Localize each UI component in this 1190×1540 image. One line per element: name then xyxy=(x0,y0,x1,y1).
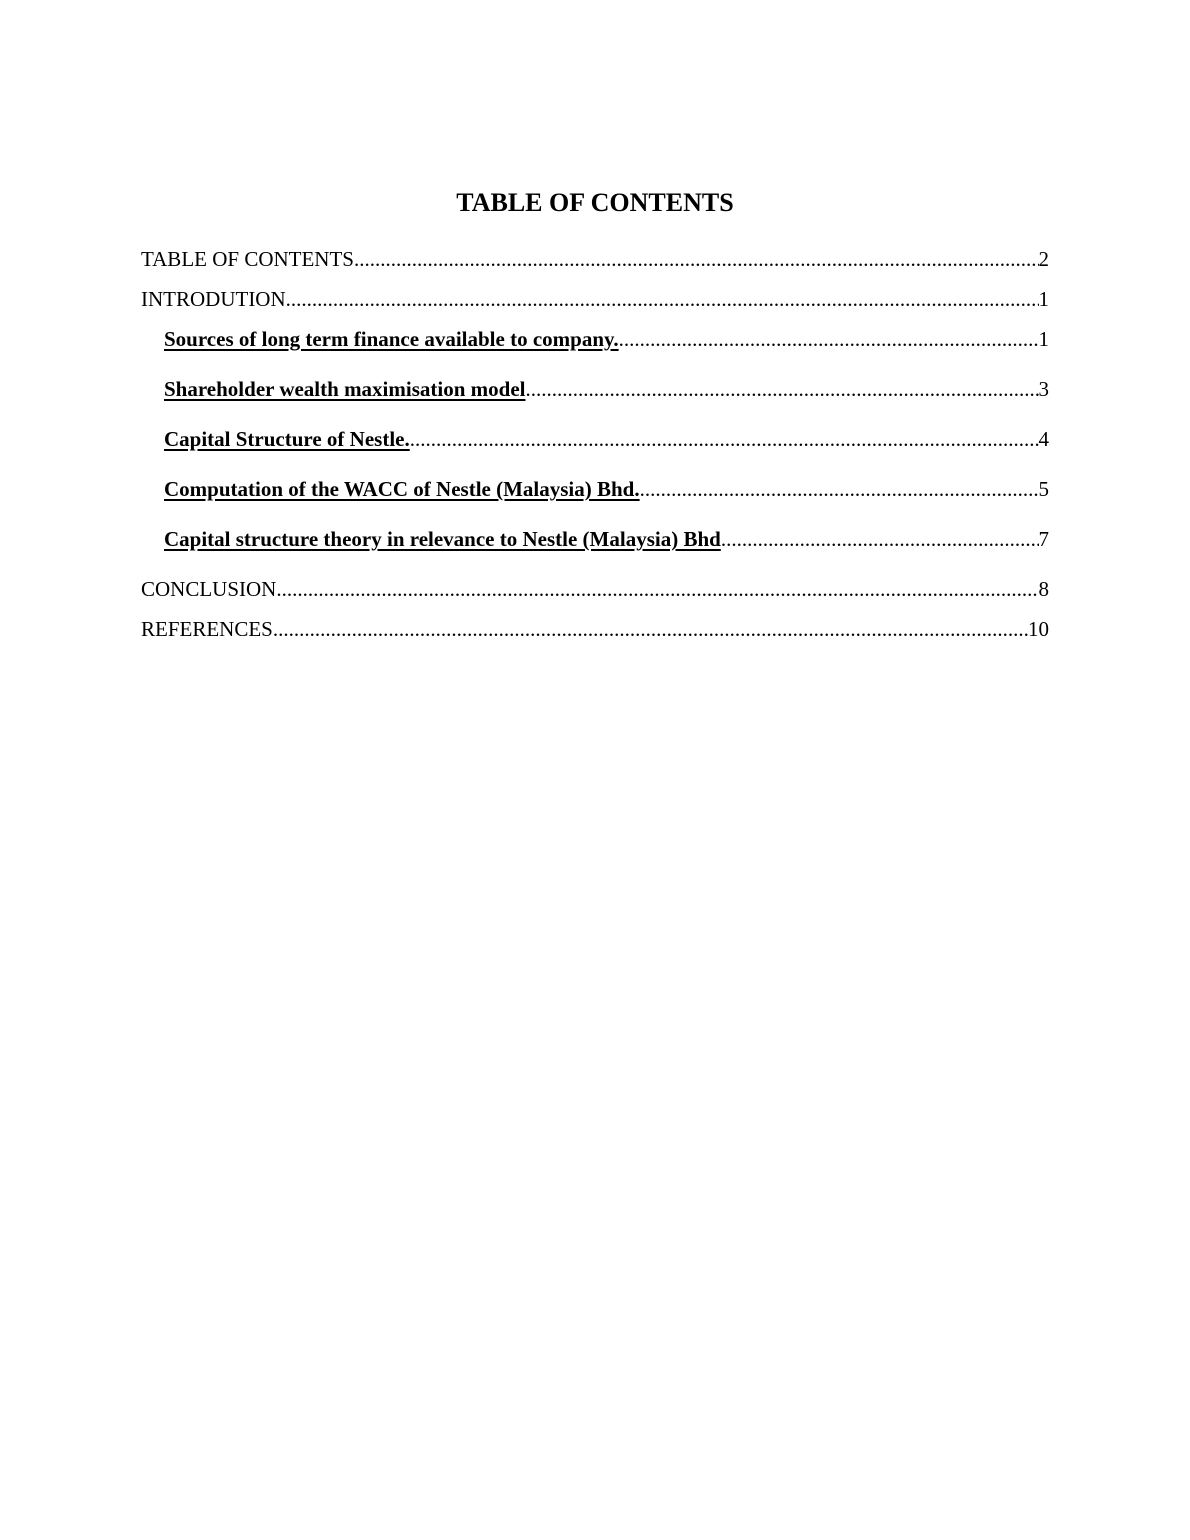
toc-entry-title[interactable]: Computation of the WACC of Nestle (Malaysia) Bhd. xyxy=(164,477,640,501)
toc-dot-leader xyxy=(276,575,1038,603)
toc-dot-leader xyxy=(640,475,1039,503)
toc-entry-title[interactable]: Capital structure theory in relevance to Nestle (Malaysia) Bhd xyxy=(164,527,721,551)
toc-list xyxy=(141,0,1049,700)
toc-entry-sources-of-long-term-finance[interactable] xyxy=(164,325,1049,353)
toc-entry-title[interactable]: REFERENCES xyxy=(141,617,273,641)
toc-entry-page-number: 2 xyxy=(1038,247,1049,271)
toc-entry-capital-structure-of-nestle[interactable] xyxy=(164,425,1049,453)
toc-entry-page-number: 8 xyxy=(1038,577,1049,601)
toc-entry-title[interactable]: TABLE OF CONTENTS xyxy=(141,247,354,271)
toc-dot-leader xyxy=(525,375,1038,403)
toc-entry-shareholder-wealth-maximisation[interactable] xyxy=(164,375,1049,403)
toc-entry-computation-of-wacc[interactable] xyxy=(164,475,1049,503)
toc-entry-page-number: 1 xyxy=(1038,327,1049,351)
toc-entry-table-of-contents[interactable] xyxy=(141,245,1049,273)
toc-entry-title[interactable]: INTRODUTION xyxy=(141,287,286,311)
toc-entry-references[interactable] xyxy=(141,615,1049,643)
toc-dot-leader xyxy=(721,525,1039,553)
toc-entry-page-number: 7 xyxy=(1038,527,1049,551)
toc-dot-leader xyxy=(273,615,1028,643)
toc-entry-page-number: 5 xyxy=(1038,477,1049,501)
toc-heading: TABLE OF CONTENTS xyxy=(456,188,734,217)
toc-entry-title[interactable]: Sources of long term finance available to company. xyxy=(164,327,619,351)
toc-entry-title[interactable]: Shareholder wealth maximisation model xyxy=(164,377,526,401)
toc-entry-capital-structure-theory[interactable] xyxy=(164,525,1049,553)
toc-entry-title[interactable]: Capital Structure of Nestle. xyxy=(164,427,410,451)
toc-entry-page-number: 10 xyxy=(1028,617,1049,641)
toc-dot-leader xyxy=(354,245,1039,273)
toc-entry-conclusion[interactable] xyxy=(141,575,1049,603)
toc-entry-page-number: 4 xyxy=(1038,427,1049,451)
toc-dot-leader xyxy=(410,425,1039,453)
toc-entry-title[interactable]: CONCLUSION xyxy=(141,577,277,601)
toc-entry-page-number: 3 xyxy=(1038,377,1049,401)
toc-entry-page-number: 1 xyxy=(1038,287,1049,311)
toc-dot-leader xyxy=(619,325,1039,353)
toc-dot-leader xyxy=(286,285,1039,313)
toc-entry-introdution[interactable] xyxy=(141,285,1049,313)
